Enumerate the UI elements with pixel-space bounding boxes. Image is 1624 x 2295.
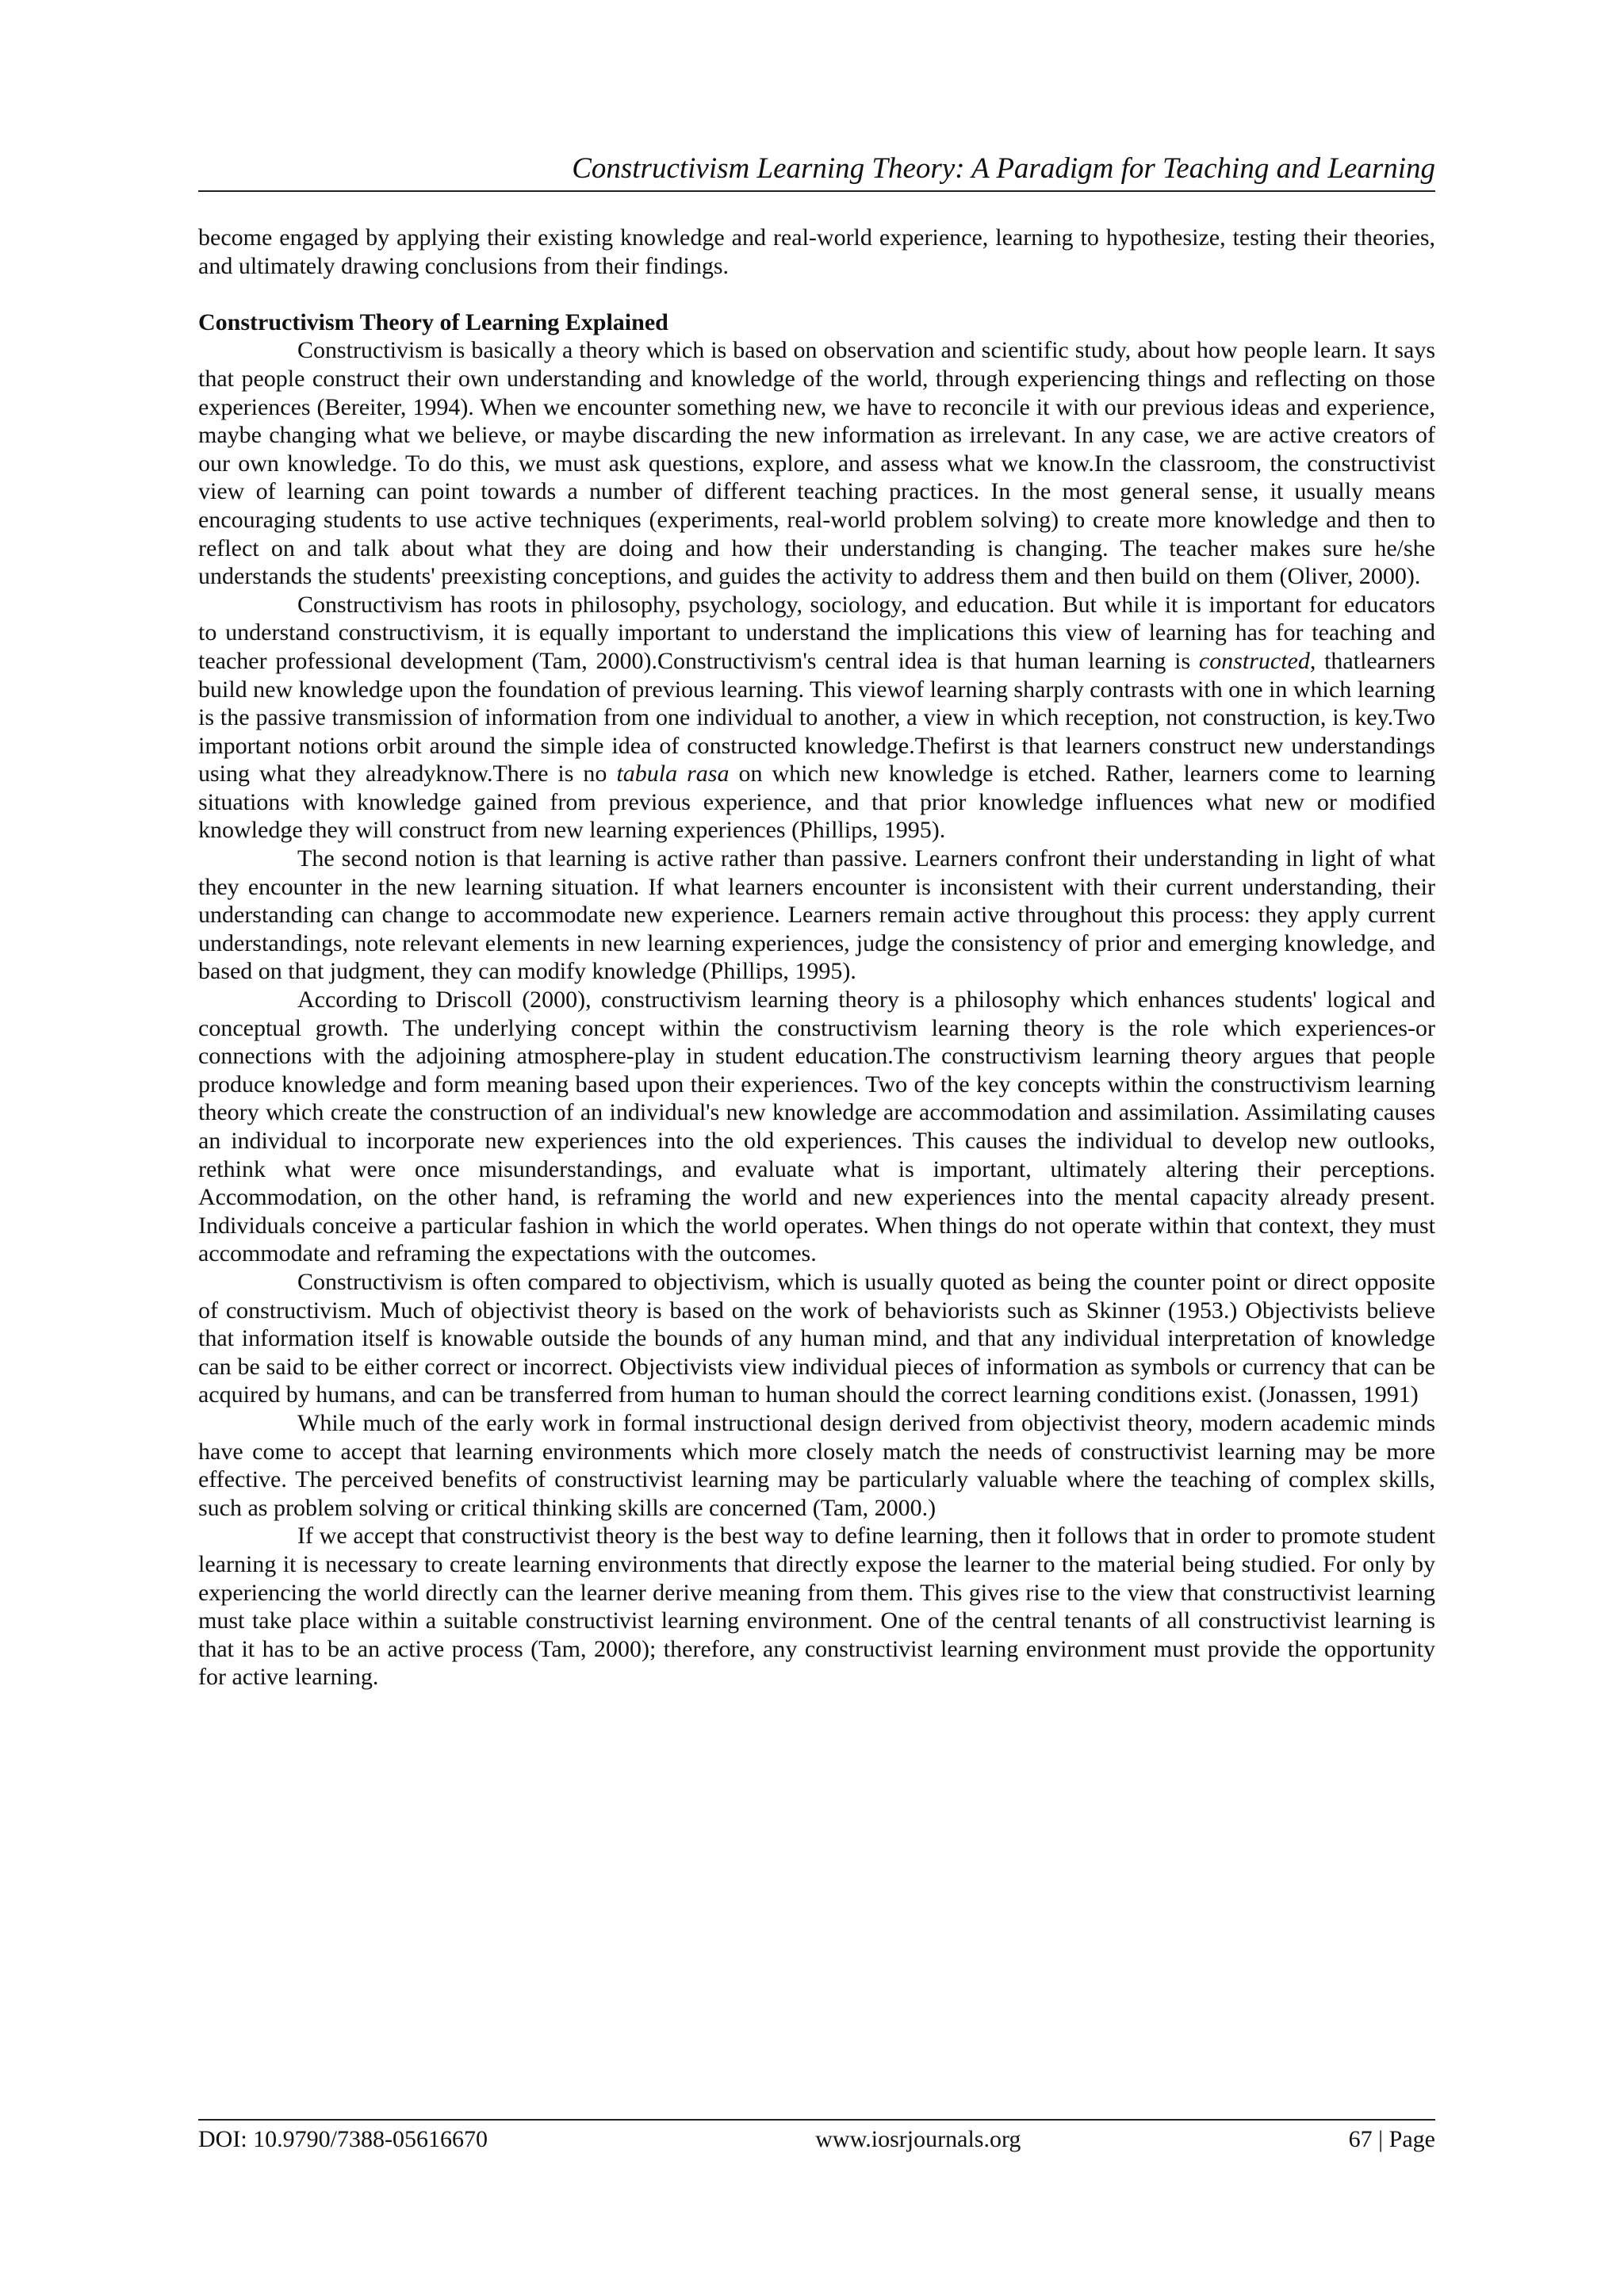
paragraph-2-text-a: Constructivism has roots in philosophy, psychology, sociology, and education. But while it is important for educators to understand constructivism, it is equally important to understand the implications this view of learning has for teaching and teacher professional development (Tam, 2000).Constructivism's central idea is that human learning is xyxy=(198,591,1435,674)
paragraph-6: While much of the early work in formal instructional design derived from objectivist theory, modern academic minds have come to accept that learning environments which more closely match the needs of constructivist learning may be more effective. The perceived benefits of constructivist learning may be particularly valuable where the teaching of complex skills, such as problem solving or critical thinking skills are concerned (Tam, 2000.) xyxy=(198,1409,1435,1521)
emphasis-constructed: constructed xyxy=(1198,647,1310,674)
paragraph-3: The second notion is that learning is active rather than passive. Learners confront their understanding in light of what they encounter in the new learning situation. If what learners encounter is inconsistent with their current understanding, their understanding can change to accommodate new experience. Learners remain active throughout this process: they apply current understandings, note relevant elements in new learning experiences, judge the consistency of prior and emerging knowledge, and based on that judgment, they can modify knowledge (Phillips, 1995). xyxy=(198,845,1435,985)
paragraph-7: If we accept that constructivist theory is the best way to define learning, then it follows that in order to promote student learning it is necessary to create learning environments that directly expose the learner to the material being studied. For only by experiencing the world directly can the learner derive meaning from them. This gives rise to the view that constructivist learning must take place within a suitable constructivist learning environment. One of the central tenants of all constructivist learning is that it has to be an active process (Tam, 2000); therefore, any constructivist learning environment must provide the opportunity for active learning. xyxy=(198,1523,1435,1691)
footer-website: www.iosrjournals.org xyxy=(815,2126,1021,2152)
page-footer xyxy=(198,2119,1435,2154)
section-heading: Constructivism Theory of Learning Explained xyxy=(198,308,668,335)
paragraph-5: Constructivism is often compared to objectivism, which is usually quoted as being the counter point or direct opposite of constructivism. Much of objectivist theory is based on the work of behaviorists such as Skinner (1953.) Objectivists believe that information itself is knowable outside the bounds of any human mind, and that any individual interpretation of knowledge can be said to be either correct or incorrect. Objectivists view individual pieces of information as symbols or currency that can be acquired by humans, and can be transferred from human to human should the correct learning conditions exist. (Jonassen, 1991) xyxy=(198,1268,1435,1408)
footer-page-number: 67 | Page xyxy=(1348,2126,1435,2152)
emphasis-tabula-rasa: tabula rasa xyxy=(616,761,730,787)
intro-paragraph: become engaged by applying their existing knowledge and real-world experience, learning to hypothesize, testing their theories, and ultimately drawing conclusions from their findings. xyxy=(198,224,1435,279)
footer-doi: DOI: 10.9790/7388-05616670 xyxy=(198,2126,488,2152)
paragraph-2-text-c: on which new knowledge is etched. Rather, learners come to learning situations with knowledge gained from previous experience, and that prior knowledge influences what new or modified knowledge they will construct from new learning experiences (Phillips, 1995). xyxy=(198,761,1435,844)
paragraph-1: Constructivism is basically a theory which is based on observation and scientific study, about how people learn. It says that people construct their own understanding and knowledge of the world, through experiencing things and reflecting on those experiences (Bereiter, 1994). When we encounter something new, we have to reconcile it with our previous ideas and experience, maybe changing what we believe, or maybe discarding the new information as irrelevant. In any case, we are active creators of our own knowledge. To do this, we must ask questions, explore, and assess what we know.In the classroom, the constructivist view of learning can point towards a number of different teaching practices. In the most general sense, it usually means encouraging students to use active techniques (experiments, real-world problem solving) to create more knowledge and then to reflect on and talk about what they are doing and how their understanding is changing. The teacher makes sure he/she understands the students' preexisting conceptions, and guides the activity to address them and then build on them (Oliver, 2000). xyxy=(198,337,1435,590)
paragraph-2 xyxy=(198,591,1435,845)
paragraph-2-text-b: , thatlearners build new knowledge upon the foundation of previous learning. This viewof learning sharply contrasts with one in which learning is the passive transmission of information from one individual to another, a view in which reception, not construction, is key.Two important notions orbit around the simple idea of constructed knowledge.Thefirst is that learners construct new understandings using what they alreadyknow.There is no xyxy=(198,647,1436,787)
paragraph-4: According to Driscoll (2000), constructivism learning theory is a philosophy which enhances students' logical and conceptual growth. The underlying concept within the constructivism learning theory is the role which experiences-or connections with the adjoining atmosphere-play in student education.The constructivism learning theory argues that people produce knowledge and form meaning based upon their experiences. Two of the key concepts within the constructivism learning theory which create the construction of an individual's new knowledge are accommodation and assimilation. Assimilating causes an individual to incorporate new experiences into the old experiences. This causes the individual to develop new outlooks, rethink what were once misunderstandings, and evaluate what is important, ultimately altering their perceptions. Accommodation, on the other hand, is reframing the world and new experiences into the mental capacity already present. Individuals conceive a particular fashion in which the world operates. When things do not operate within that context, they must accommodate and reframing the expectations with the outcomes. xyxy=(198,987,1435,1267)
running-title: Constructivism Learning Theory: A Paradigm for Teaching and Learning xyxy=(198,151,1435,192)
article-body xyxy=(198,224,1435,1692)
